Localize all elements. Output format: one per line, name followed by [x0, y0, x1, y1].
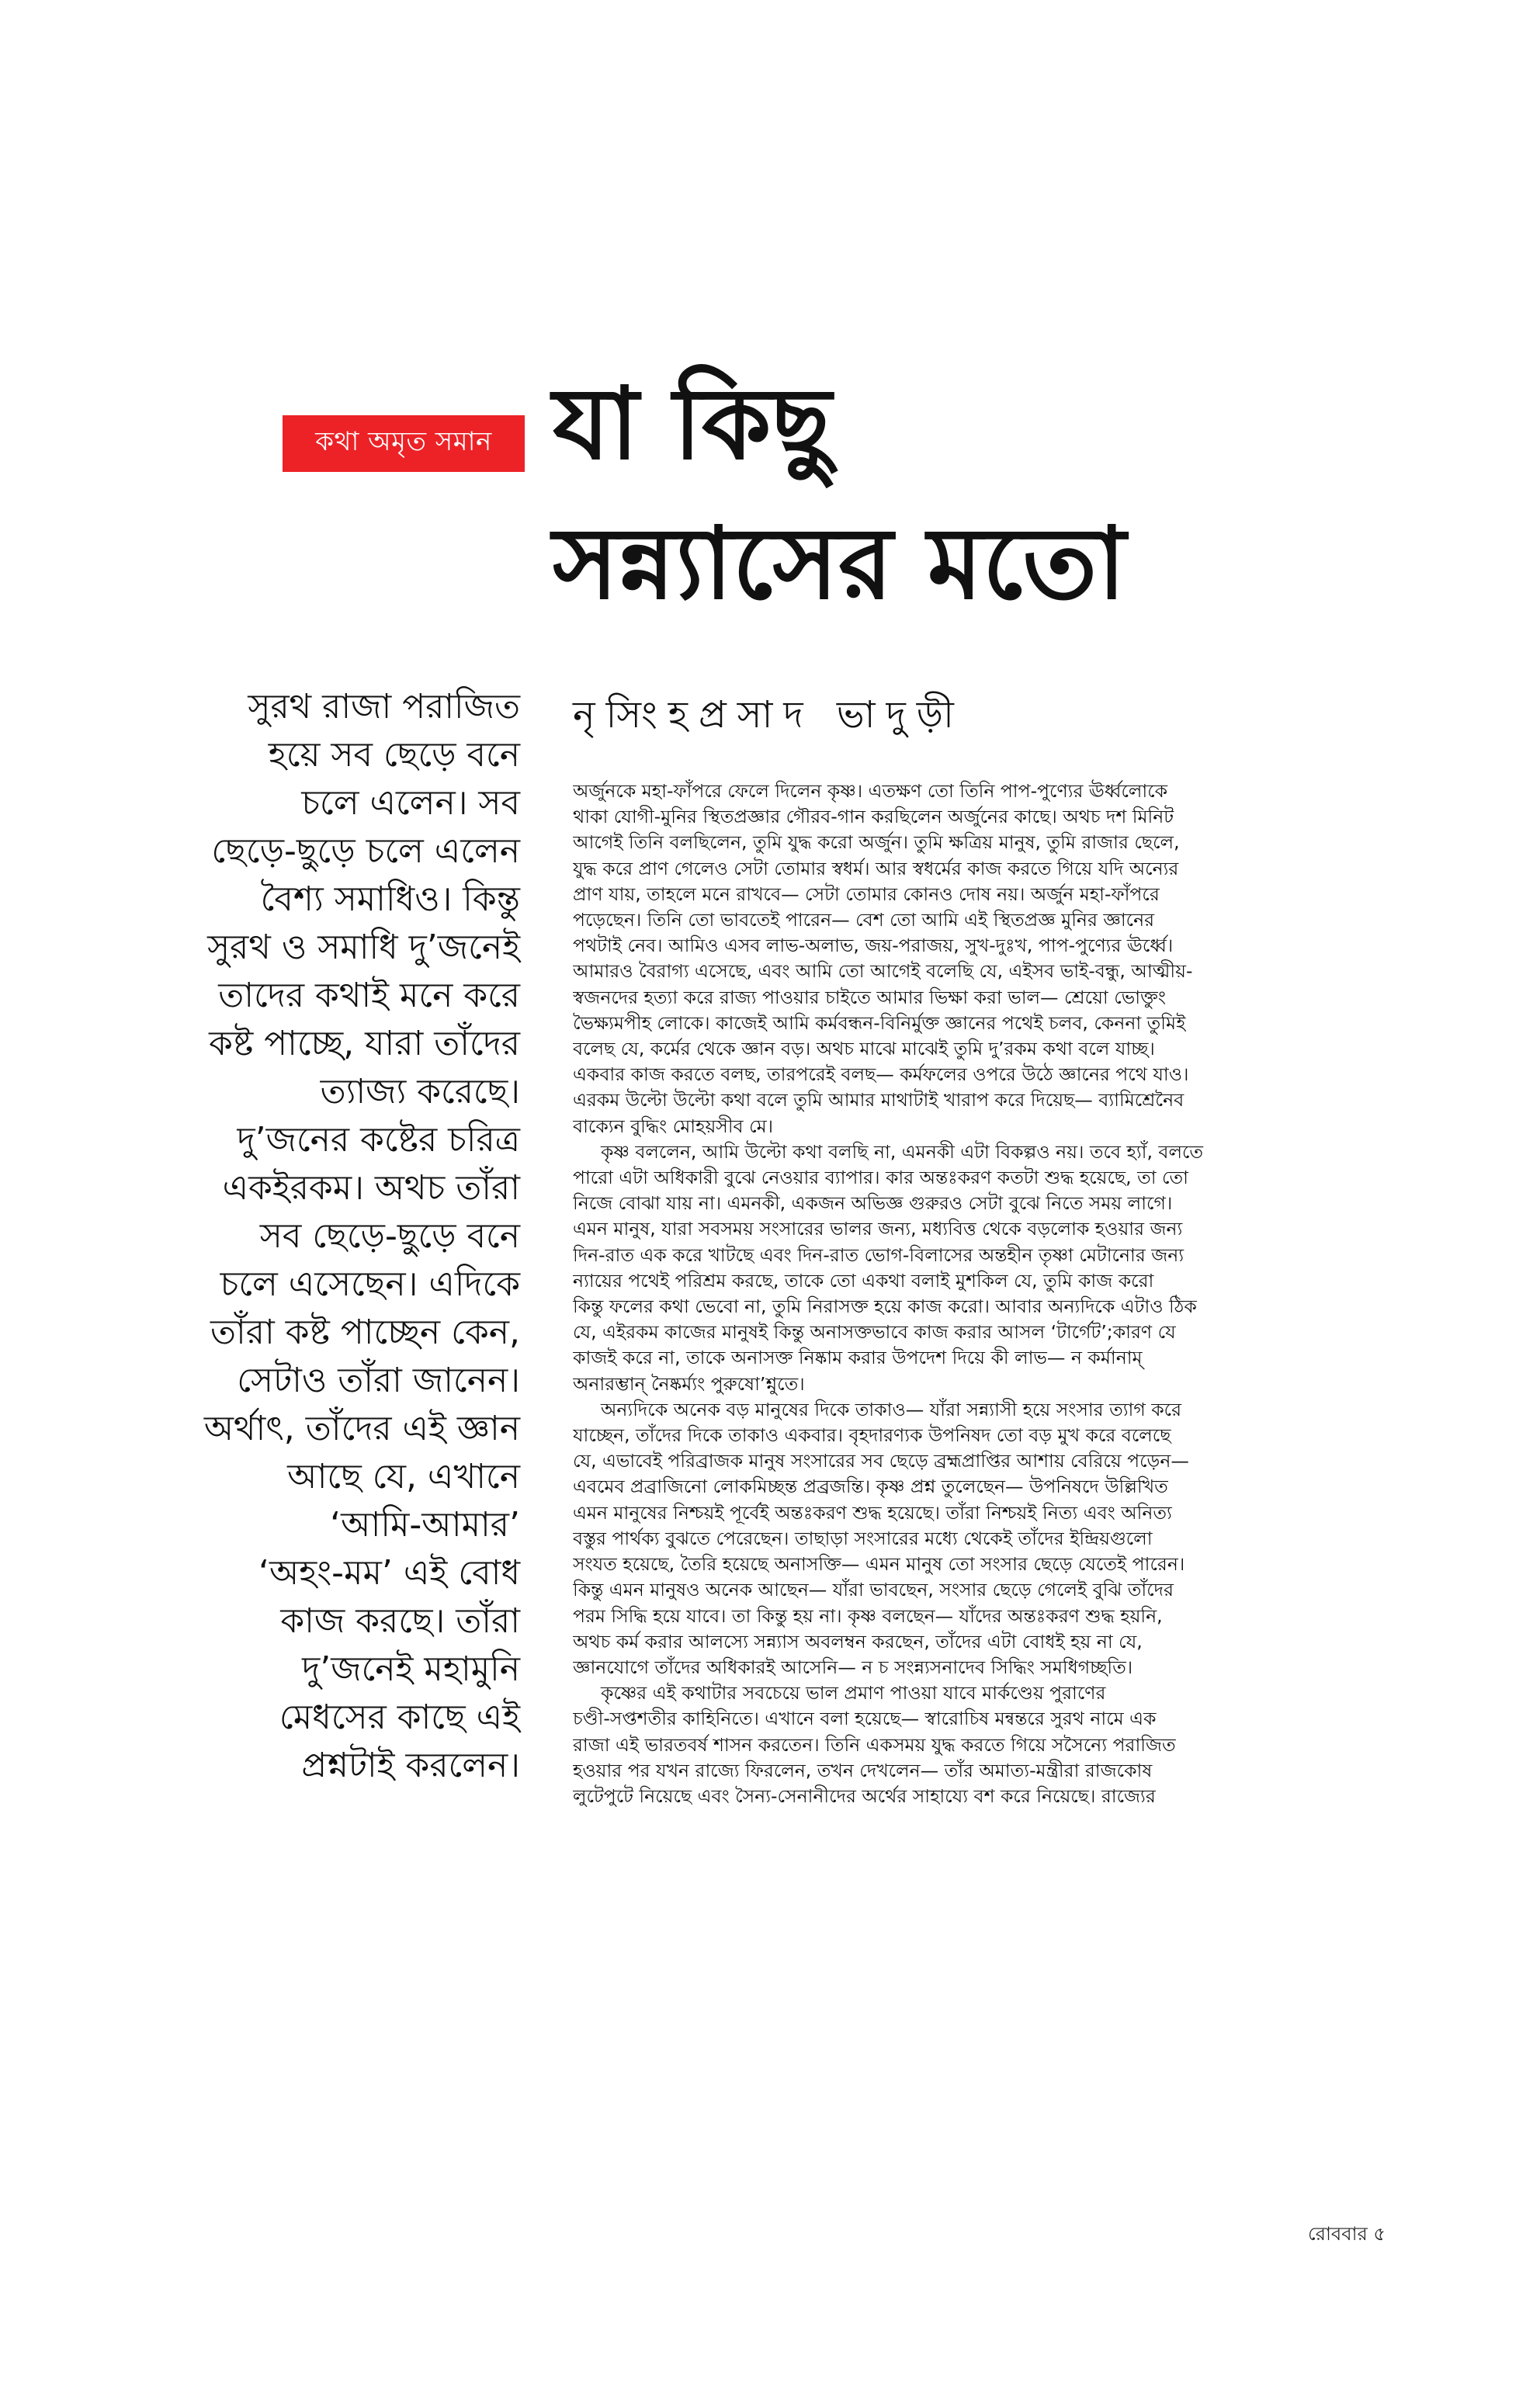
body-line: আগেই তিনি বলছিলেন, তুমি যুদ্ধ করো অর্জুন। তুমি ক্ষত্রিয় মানুষ, তুমি রাজার ছেলে,: [573, 831, 1180, 854]
body-line: এমন মানুষের নিশ্চয়ই পূর্বেই অন্তঃকরণ শুদ্ধ হয়েছে। তাঁরা নিশ্চয়ই নিত্য এবং অনিত্য: [573, 1501, 1172, 1524]
body-line: পথটাই নেব। আমিও এসব লাভ-অলাভ, জয়-পরাজয়, সুখ-দুঃখ, পাপ-পুণ্যের ঊর্ধ্বে।: [573, 935, 1174, 957]
pull-quote-line: ‘আমি-আমার’: [330, 1505, 520, 1545]
body-line: এরকম উল্টো উল্টো কথা বলে তুমি আমার মাথাটাই খারাপ করে দিয়েছ— ব্যামিশ্রেনৈব: [573, 1089, 1184, 1112]
pull-quote-line: কষ্ট পাচ্ছে, যারা তাঁদের: [209, 1024, 520, 1063]
body-line: পড়েছেন। তিনি তো ভাবতেই পারেন— বেশ তো আমি এই স্থিতপ্রজ্ঞ মুনির জ্ঞানের: [573, 909, 1155, 931]
body-line: লুটেপুটে নিয়েছে এবং সৈন্য-সেনানীদের অর্থের সাহায্যে বশ করে নিয়েছে। রাজ্যের: [573, 1784, 1156, 1807]
body-line: কিন্তু এমন মানুষও অনেক আছেন— যাঁরা ভাবছেন, সংসার ছেড়ে গেলেই বুঝি তাঁদের: [573, 1579, 1174, 1601]
article-title: [553, 365, 1329, 622]
pull-quote: [109, 683, 520, 1790]
body-line: জ্ঞানযোগে তাঁদের অধিকারই আসেনি— ন চ সংন্ন্যসনাদেব সিদ্ধিং সমধিগচ্ছতি।: [573, 1656, 1133, 1678]
body-line: কিন্তু ফলের কথা ভেবো না, তুমি নিরাসক্ত হয়ে কাজ করো। আবার অন্যদিকে এটাও ঠিক: [573, 1295, 1197, 1318]
body-line: থাকা যোগী-মুনির স্থিতপ্রজ্ঞার গৌরব-গান করছিলেন অর্জুনের কাছে। অথচ দশ মিনিট: [573, 806, 1174, 828]
pull-quote-line: তাঁরা কষ্ট পাচ্ছেন কেন,: [210, 1313, 520, 1352]
body-line: এমন মানুষ, যারা সবসময় সংসারের ভালর জন্য, মধ্যবিত্ত থেকে বড়লোক হওয়ার জন্য: [573, 1218, 1183, 1240]
pull-quote-line: সব ছেড়ে-ছুড়ে বনে: [259, 1216, 520, 1256]
article-body: [573, 779, 1410, 1809]
pull-quote-line: দু’জনের কষ্টের চরিত্র: [237, 1120, 520, 1160]
body-line: সংযত হয়েছে, তৈরি হয়েছে অনাসক্তি— এমন মানুষ তো সংসার ছেড়ে যেতেই পারেন।: [573, 1553, 1185, 1576]
body-line: ভৈক্ষ্যমপীহ লোকে। কাজেই আমি কর্মবন্ধন-বিনির্মুক্ত জ্ঞানের পথেই চলব, কেননা তুমিই: [573, 1011, 1186, 1034]
section-badge-label: কথা অমৃত সমান: [315, 426, 492, 457]
body-line: অথচ কর্ম করার আলস্যে সন্ন্যাস অবলম্বন করছেন, তাঁদের এটা বোধই হয় না যে,: [573, 1630, 1143, 1653]
pull-quote-line: কাজ করছে। তাঁরা: [280, 1601, 520, 1641]
pull-quote-line: তাদের কথাই মনে করে: [218, 976, 520, 1015]
body-line: বলেছ যে, কর্মের থেকে জ্ঞান বড়। অথচ মাঝে মাঝেই তুমি দু’রকম কথা বলে যাচ্ছ।: [573, 1038, 1155, 1060]
body-line: যে, এভাবেই পরিব্রাজক মানুষ সংসারের সব ছেড়ে ব্রহ্মপ্রাপ্তির আশায় বেরিয়ে পড়েন—: [573, 1450, 1189, 1472]
body-line: স্বজনদের হত্যা করে রাজ্য পাওয়ার চাইতে আমার ভিক্ষা করা ভাল— শ্রেয়ো ভোক্তুং: [573, 986, 1167, 1008]
pull-quote-line: ত্যাজ্য করেছে।: [320, 1072, 520, 1112]
body-line: পারো এটা অধিকারী বুঝে নেওয়ার ব্যাপার। কার অন্তঃকরণ কতটা শুদ্ধ হয়েছে, তা তো: [573, 1167, 1189, 1189]
body-line: চণ্ডী-সপ্তশতীর কাহিনিতে। এখানে বলা হয়েছে— স্বারোচিষ মন্বন্তরে সুরথ নামে এক: [573, 1708, 1157, 1730]
pull-quote-line: ‘অহং-মম’ এই বোধ: [258, 1553, 520, 1593]
body-line: রাজা এই ভারতবর্ষ শাসন করতেন। তিনি একসময় যুদ্ধ করতে গিয়ে সসৈন্যে পরাজিত: [573, 1733, 1176, 1756]
body-line: অর্জুনকে মহা-ফাঁপরে ফেলে দিলেন কৃষ্ণ। এতক্ষণ তো তিনি পাপ-পুণ্যের ঊর্ধ্বলোকে: [573, 780, 1168, 802]
body-line: যে, এইরকম কাজের মানুষই কিন্তু অনাসক্তভাবে কাজ করার আসল ‘টার্গেট’;কারণ যে: [573, 1321, 1176, 1344]
body-line: কাজই করে না, তাকে অনাসক্ত নিষ্কাম করার উপদেশ দিয়ে কী লাভ— ন কর্মানাম্: [573, 1347, 1143, 1369]
pull-quote-line: হয়ে সব ছেড়ে বনে: [268, 735, 520, 775]
body-line: বস্তুর পার্থক্য বুঝতে পেরেছেন। তাছাড়া সংসারের মধ্যে থেকেই তাঁদের ইন্দ্রিয়গুলো: [573, 1527, 1153, 1549]
body-line: এবমেব প্রব্রাজিনো লোকমিচ্ছন্ত প্রব্রজন্তি। কৃষ্ণ প্রশ্ন তুলেছেন— উপনিষদে উল্লিখিত: [573, 1476, 1168, 1498]
body-line: আমারও বৈরাগ্য এসেছে, এবং আমি তো আগেই বলেছি যে, এইসব ভাই-বন্ধু, আত্মীয়-: [573, 960, 1193, 983]
pull-quote-line: প্রশ্নটাই করলেন।: [301, 1746, 520, 1785]
pull-quote-line: চলে এসেছেন। এদিকে: [220, 1264, 520, 1304]
body-line: একবার কাজ করতে বলছ, তারপরেই বলছ— কর্মফলের ওপরে উঠে জ্ঞানের পথে যাও।: [573, 1063, 1189, 1086]
pull-quote-line: সেটাও তাঁরা জানেন।: [237, 1361, 520, 1400]
body-line: অনারম্ভান্ নৈষ্কর্ম্যং পুরুষো’শ্নুতে।: [573, 1372, 805, 1395]
body-line: কৃষ্ণ বললেন, আমি উল্টো কথা বলছি না, এমনকী এটা বিকল্পও নয়। তবে হ্যাঁ, বলতে: [601, 1140, 1204, 1163]
pull-quote-line: সুরথ ও সমাধি দু’জনেই: [207, 928, 520, 967]
body-line: দিন-রাত এক করে খাটছে এবং দিন-রাত ভোগ-বিলাসের অন্তহীন তৃষ্ণা মেটানোর জন্য: [573, 1243, 1184, 1266]
pull-quote-line: ছেড়ে-ছুড়ে চলে এলেন: [211, 831, 520, 871]
body-line: বাক্যেন বুদ্ধিং মোহয়সীব মে।: [573, 1115, 774, 1137]
body-line: যাচ্ছেন, তাঁদের দিকে তাকাও একবার। বৃহদারণ্যক উপনিষদ তো বড় মুখ করে বলেছে: [573, 1424, 1171, 1447]
body-line: কৃষ্ণের এই কথাটার সবচেয়ে ভাল প্রমাণ পাওয়া যাবে মার্কণ্ডেয় পুরাণের: [601, 1682, 1106, 1705]
pull-quote-line: অর্থাৎ, তাঁদের এই জ্ঞান: [203, 1409, 520, 1448]
body-line: হওয়ার পর যখন রাজ্যে ফিরলেন, তখন দেখলেন— তাঁর অমাত্য-মন্ত্রীরা রাজকোষ: [573, 1759, 1153, 1781]
pull-quote-line: আছে যে, এখানে: [287, 1457, 520, 1496]
pull-quote-line: দু’জনেই মহামুনি: [302, 1649, 520, 1689]
page-folio: রোববার ৫: [1308, 2223, 1386, 2245]
pull-quote-line: বৈশ্য সমাধিও। কিন্তু: [260, 879, 520, 919]
pull-quote-line: মেধসের কাছে এই: [279, 1698, 520, 1737]
pull-quote-line: সুরথ রাজা পরাজিত: [248, 687, 520, 727]
body-line: যুদ্ধ করে প্রাণ গেলেও সেটা তোমার স্বধর্ম। আর স্বধর্মের কাজ করতে গিয়ে যদি অন্যের: [573, 857, 1179, 879]
section-badge: [283, 415, 525, 472]
pull-quote-line: একইরকম। অথচ তাঁরা: [222, 1168, 520, 1208]
body-line: ন্যায়ের পথেই পরিশ্রম করছে, তাকে তো একথা বলাই মুশকিল যে, তুমি কাজ করো: [573, 1269, 1154, 1292]
body-line: নিজে বোঝা যায় না। এমনকী, একজন অভিজ্ঞ গুরুরও সেটা বুঝে নিতে সময় লাগে।: [573, 1192, 1173, 1215]
title-line: সন্ন্যাসের মতো: [553, 505, 1126, 622]
body-line: অন্যদিকে অনেক বড় মানুষের দিকে তাকাও— যাঁরা সন্ন্যাসী হয়ে সংসার ত্যাগ করে: [601, 1398, 1182, 1420]
body-line: প্রাণ যায়, তাহলে মনে রাখবে— সেটা তোমার কোনও দোষ নয়। অর্জুন মহা-ফাঁপরে: [573, 883, 1160, 905]
body-line: পরম সিদ্ধি হয়ে যাবে। তা কিন্তু হয় না। কৃষ্ণ বলছেন— যাঁদের অন্তঃকরণ শুদ্ধ হয়নি,: [573, 1604, 1163, 1627]
pull-quote-line: চলে এলেন। সব: [301, 783, 520, 823]
title-line: যা কিছু: [553, 366, 832, 482]
author-byline: নৃসিংহপ্রসাদ ভাদুড়ী: [573, 693, 965, 737]
